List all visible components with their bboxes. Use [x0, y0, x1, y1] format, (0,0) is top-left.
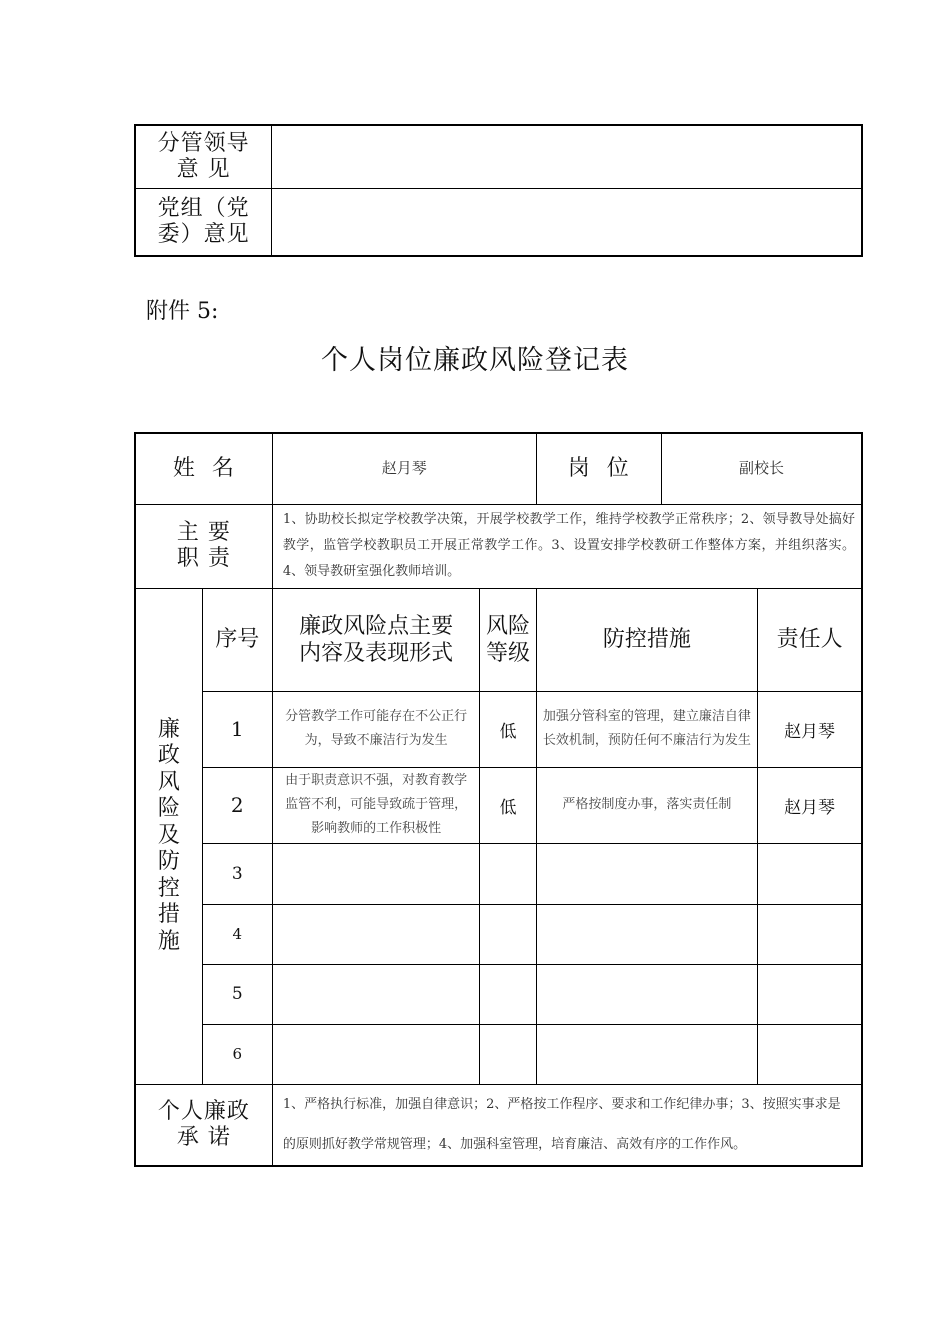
label-line: 意 见 — [176, 156, 231, 182]
row-measures[interactable] — [536, 843, 758, 904]
header-line: 内容及表现形式 — [299, 640, 454, 666]
row-seq: 4 — [202, 904, 272, 964]
row-measures: 加强分管科室的管理，建立廉洁自律长效机制，预防任何不廉洁行为发生 — [536, 691, 758, 767]
label-line: 个人廉政 — [157, 1098, 250, 1124]
row-level[interactable] — [480, 1024, 536, 1084]
row-level[interactable] — [480, 904, 536, 964]
table-row — [135, 767, 862, 843]
name-label: 姓 名 — [135, 433, 272, 504]
vertical-char: 措 — [157, 902, 180, 928]
row-seq: 2 — [202, 767, 272, 843]
row-level: 低 — [480, 767, 536, 843]
row-content[interactable] — [272, 904, 480, 964]
header-measures: 防控措施 — [536, 588, 758, 691]
table-row — [135, 588, 862, 691]
label-line: 委）意见 — [157, 221, 250, 247]
vertical-char: 控 — [157, 875, 180, 901]
promise-label — [135, 1084, 272, 1166]
row-content[interactable] — [272, 1024, 480, 1084]
risk-registration-table — [134, 432, 863, 1167]
table-row — [135, 504, 862, 588]
header-level — [480, 588, 536, 691]
party-opinion-field[interactable] — [272, 188, 862, 256]
row-owner[interactable] — [758, 1024, 862, 1084]
duty-label — [135, 504, 272, 588]
vertical-char: 及 — [157, 822, 180, 848]
approval-table — [134, 124, 863, 257]
vertical-char: 防 — [157, 849, 180, 875]
label-line: 党组（党 — [157, 195, 250, 221]
name-value: 赵月琴 — [272, 433, 536, 504]
row-owner: 赵月琴 — [758, 691, 862, 767]
table-row — [135, 188, 862, 256]
row-measures[interactable] — [536, 1024, 758, 1084]
vertical-char: 政 — [157, 743, 180, 769]
table-row — [135, 433, 862, 504]
row-content: 分管教学工作可能存在不公正行为，导致不廉洁行为发生 — [272, 691, 480, 767]
row-seq: 3 — [202, 843, 272, 904]
label-line: 主 要 — [176, 520, 231, 545]
row-content[interactable] — [272, 964, 480, 1024]
row-level[interactable] — [480, 843, 536, 904]
label-line: 分管领导 — [157, 130, 250, 156]
row-owner: 赵月琴 — [758, 767, 862, 843]
header-owner: 责任人 — [758, 588, 862, 691]
leader-opinion-field[interactable] — [272, 125, 862, 188]
vertical-char: 风 — [157, 769, 180, 795]
row-content: 由于职责意识不强，对教育教学监管不利，可能导致疏于管理，影响教师的工作积极性 — [272, 767, 480, 843]
row-owner[interactable] — [758, 843, 862, 904]
header-line: 等级 — [485, 640, 530, 666]
row-level: 低 — [480, 691, 536, 767]
label-line: 职 责 — [176, 546, 231, 571]
row-measures[interactable] — [536, 904, 758, 964]
header-seq: 序号 — [202, 588, 272, 691]
header-line: 风险 — [485, 613, 530, 639]
row-measures: 严格按制度办事，落实责任制 — [536, 767, 758, 843]
table-row — [135, 904, 862, 964]
attachment-label: 附件 5: — [146, 299, 219, 324]
row-owner[interactable] — [758, 904, 862, 964]
vertical-char: 施 — [157, 928, 180, 954]
table-row — [135, 843, 862, 904]
row-level[interactable] — [480, 964, 536, 1024]
row-label-party-opinion — [135, 188, 272, 256]
vertical-char: 廉 — [157, 716, 180, 742]
table-row — [135, 1084, 862, 1166]
row-seq: 1 — [202, 691, 272, 767]
header-content — [272, 588, 480, 691]
vertical-char: 险 — [157, 796, 180, 822]
risk-section-label — [135, 588, 202, 1084]
table-row — [135, 691, 862, 767]
promise-text: 1、严格执行标准，加强自律意识；2、严格按工作程序、要求和工作纪律办事；3、按照实事求是的原则抓好教学常规管理；4、加强科室管理，培育廉洁、高效有序的工作作风。 — [272, 1084, 862, 1166]
row-label-leader-opinion — [135, 125, 272, 188]
table-row — [135, 964, 862, 1024]
row-seq: 6 — [202, 1024, 272, 1084]
row-content[interactable] — [272, 843, 480, 904]
header-line: 廉政风险点主要 — [299, 613, 454, 639]
table-row — [135, 125, 862, 188]
row-measures[interactable] — [536, 964, 758, 1024]
row-owner[interactable] — [758, 964, 862, 1024]
row-seq: 5 — [202, 964, 272, 1024]
label-line: 承 诺 — [176, 1124, 231, 1150]
table-row — [135, 1024, 862, 1084]
page-title: 个人岗位廉政风险登记表 — [321, 345, 629, 376]
post-value: 副校长 — [661, 433, 862, 504]
duty-text: 1、协助校长拟定学校教学决策，开展学校教学工作，维持学校教学正常秩序；2、领导教导处搞好教学，监管学校教职员工开展正常教学工作。3、设置安排学校教研工作整体方案，并组织落实。4、领导教研室强化教师培训。 — [272, 504, 862, 588]
post-label: 岗 位 — [536, 433, 661, 504]
